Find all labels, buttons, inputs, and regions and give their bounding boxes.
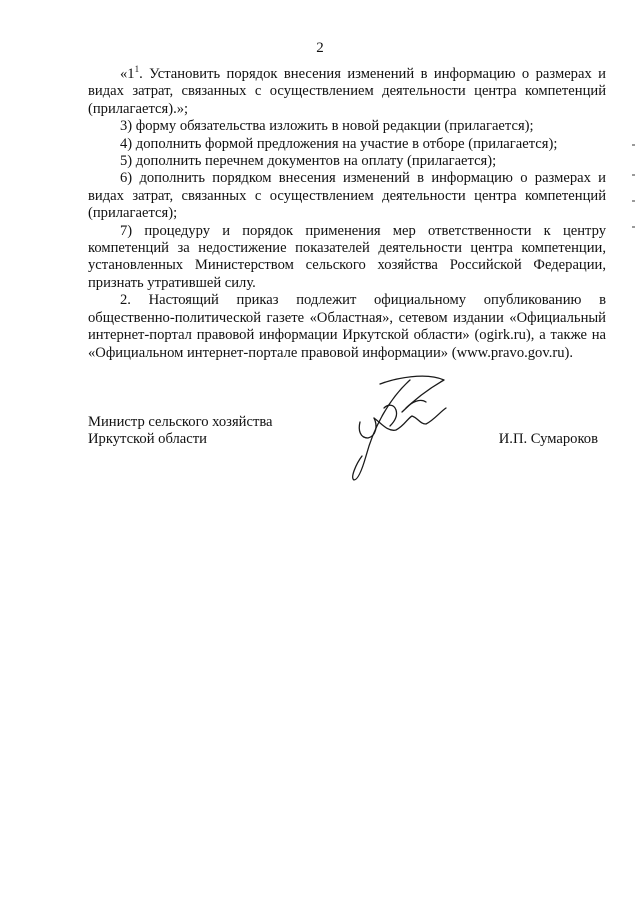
paragraph-publication: 2. Настоящий приказ подлежит официальному опубликованию в общественно-политической газете «Областная», сетевом издании «Официальный интернет-портал правовой информации Иркутской области» (ogirk.ru), а также на «Официальном интернет-портале правовой информации» (www.pravo.gov.ru). [88, 292, 606, 361]
signer-name: И.П. Сумароков [498, 431, 598, 447]
paragraph-item-7: 7) процедуру и порядок применения мер ответственности к центру компетенций за недостижение показателей деятельности центра компетенции, установленных Министерством сельского хозяйства Российской Федерации, признать утратившей силу. [88, 222, 606, 291]
scan-margin-marks [630, 140, 638, 250]
paragraph-item-3: 3) форму обязательства изложить в новой редакции (прилагается); [120, 118, 534, 135]
paragraph-1-1 [88, 66, 606, 118]
paragraph-item-5: 5) дополнить перечнем документов на оплату (прилагается); [120, 153, 497, 170]
paragraph-1-1-text: . Установить порядок внесения изменений в информацию о размерах и видах затрат, связанных с осуществлением деятельности центра компетенций (прилагается).»; [88, 66, 606, 117]
paragraph-item-6: 6) дополнить порядком внесения изменений в информацию о размерах и видах затрат, связанных с осуществлением деятельности центра компетенций (прилагается); [88, 170, 606, 222]
signer-title-line-1: Министр сельского хозяйства [88, 414, 273, 430]
paragraph-item-4: 4) дополнить формой предложения на участие в отборе (прилагается); [120, 135, 558, 152]
page-number: 2 [316, 40, 324, 56]
signer-title-line-2: Иркутской области [88, 431, 207, 448]
paragraph-1-1-superscript: 1 [134, 64, 140, 75]
handwritten-signature [340, 368, 460, 488]
document-body [88, 66, 606, 362]
paragraph-1-1-open: «1 [120, 66, 135, 82]
signer-title [88, 414, 328, 449]
